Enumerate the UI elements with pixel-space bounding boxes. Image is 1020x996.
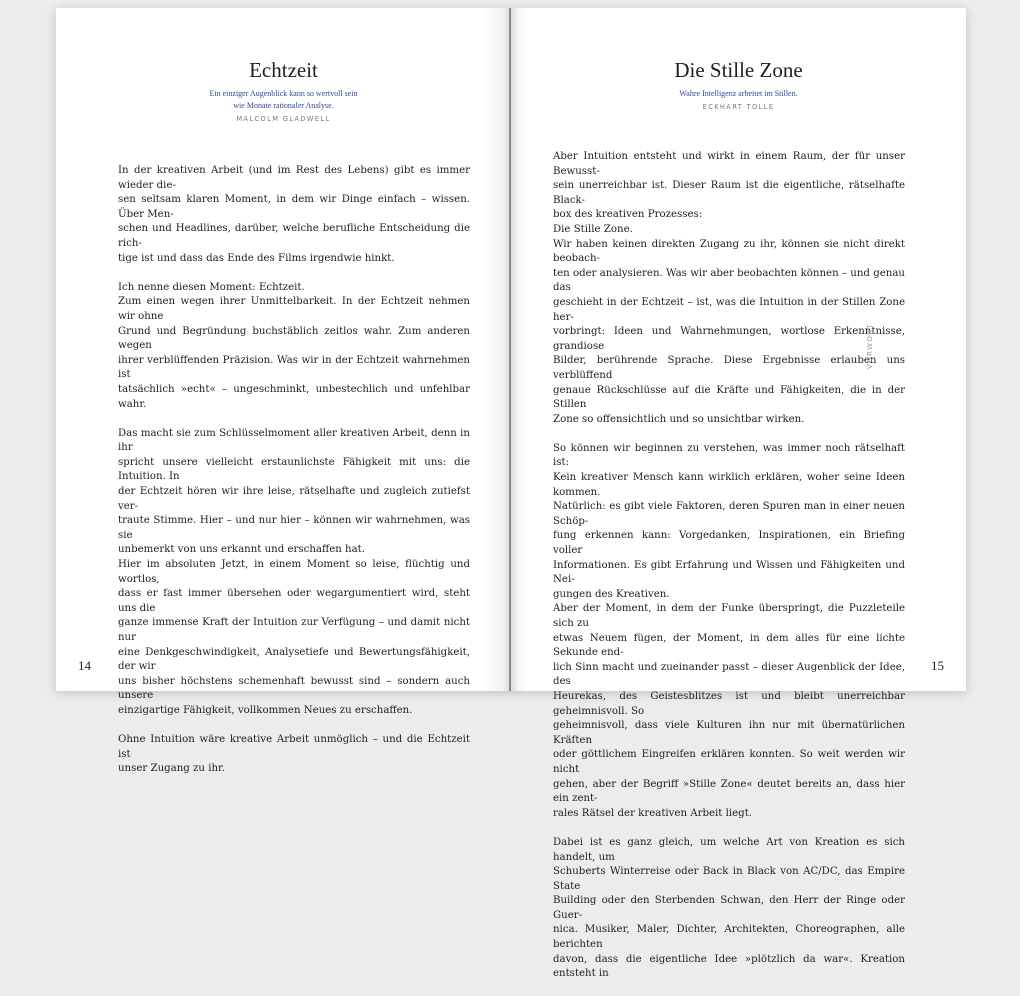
spine-fold [509, 8, 511, 691]
text-line: unser Zugang zu ihr. [118, 763, 226, 775]
text-line: Wir haben keinen direkten Zugang zu ihr, können sie nicht direkt beobach- [553, 238, 905, 265]
text-line: tige ist und dass das Ende des Films irgendwie hinkt. [118, 252, 395, 264]
section-label-vertical: VORWORT [866, 323, 874, 369]
epigraph-quote [56, 88, 511, 112]
paragraph [553, 836, 905, 982]
text-line: vorbringt: Ideen und Wahrnehmungen, wortlose Erkenntnisse, grandiose [553, 326, 905, 352]
text-line: tatsächlich »echt« – ungeschminkt, unbestechlich und unfehlbar wahr. [118, 383, 470, 410]
text-line: genaue Rückschlüsse auf die Kräfte und Fähigkeiten, die in der Stillen [553, 384, 905, 411]
text-line: Zum einen wegen ihrer Unmittelbarkeit. In der Echtzeit nehmen wir ohne [118, 296, 470, 322]
paragraph [118, 164, 470, 266]
text-line: Dabei ist es ganz gleich, um welche Art von Kreation es sich handelt, um [553, 836, 905, 863]
text-line: sein unerreichbar ist. Dieser Raum ist die eigentliche, rätselhafte Black- [553, 180, 905, 206]
text-line: Schuberts Winterreise oder Back in Black von AC/DC, das Empire State [553, 866, 905, 892]
text-line: sen seltsam klaren Moment, in dem wir Dinge einfach – wissen. Über Men- [118, 194, 470, 220]
body-text [553, 150, 905, 996]
text-line: dass er fast immer übersehen oder wegargumentiert wird, steht uns die [118, 588, 470, 614]
text-line: lich Sinn macht und zueinander passt – dieser Augenblick der Idee, des [553, 661, 905, 688]
text-line: schen und Headlines, darüber, welche berufliche Entscheidung die rich- [118, 223, 470, 249]
page-number: 15 [931, 658, 944, 673]
left-page [56, 8, 511, 775]
text-line: etwas Neuem fügen, der Moment, in dem alles für eine lichte Sekunde end- [553, 632, 905, 659]
text-line: traute Stimme. Hier – und nur hier – können wir wahrnehmen, was sie [118, 515, 470, 541]
text-line: Ohne Intuition wäre kreative Arbeit unmöglich – und die Echtzeit ist [118, 734, 470, 760]
text-line: Kein kreativer Mensch kann wirklich erklären, woher seine Ideen kommen. [553, 472, 905, 498]
epigraph-quote [511, 88, 966, 100]
text-line: geschieht in der Echtzeit – ist, was die Intuition in der Stillen Zone her- [553, 296, 905, 323]
text-line: So können wir beginnen zu verstehen, was immer noch rätselhaft ist: [553, 442, 905, 469]
text-line: Die Stille Zone. [553, 223, 633, 235]
paragraph [118, 281, 470, 412]
book-spread [56, 8, 966, 980]
text-line: ten oder analysieren. Was wir aber beobachten können – und genau das [553, 267, 905, 294]
epigraph-line: Ein einziger Augenblick kann so wertvoll sein [209, 89, 358, 98]
text-line: davon, dass die eigentliche Idee »plötzlich da war«. Kreation entsteht in [553, 953, 905, 980]
text-line: nica. Musiker, Maler, Dichter, Architekten, Choreographen, alle berichten [553, 924, 905, 951]
chapter-title: Echtzeit [249, 58, 318, 82]
paragraph [553, 442, 905, 821]
epigraph-line: Wahre Intelligenz arbeitet im Stillen. [679, 89, 798, 98]
text-line: eine Denkgeschwindigkeit, Analysetiefe und Bewertungsfähigkeit, der wir [118, 646, 470, 673]
text-line: unbemerkt von uns erkannt und erschaffen hat. [118, 544, 365, 556]
text-line: Ich nenne diesen Moment: Echtzeit. [118, 281, 305, 293]
text-line: uns bisher höchstens schemenhaft bewusst sind – sondern auch unsere [118, 675, 470, 702]
epigraph-attribution: ECKHART TOLLE [702, 103, 775, 111]
text-line: einzigartige Fähigkeit, vollkommen Neues zu erschaffen. [118, 704, 413, 716]
text-line: Aber Intuition entsteht und wirkt in einem Raum, der für unser Bewusst- [553, 151, 905, 177]
text-line: rales Rätsel der kreativen Arbeit liegt. [553, 807, 753, 819]
paragraph [118, 427, 470, 719]
text-line: oder göttlichem Eingreifen erklären konnten. So weit werden wir nicht [553, 749, 905, 775]
epigraph-attribution: MALCOLM GLADWELL [236, 115, 331, 123]
text-line: Informationen. Es gibt Erfahrung und Wissen und Fähigkeiten und Nei- [553, 559, 905, 586]
text-line: gehen, aber der Begriff »Stille Zone« deutet bereits an, dass hier ein zent- [553, 778, 905, 805]
text-line: der Echtzeit hören wir ihre leise, rätselhafte und zugleich zutiefst ver- [118, 486, 470, 512]
text-line: Bilder, berührende Sprache. Diese Ergebnisse erlauben uns verblüffend [553, 355, 905, 381]
text-line: spricht unsere vielleicht erstaunlichste Fähigkeit mit uns: die Intuition. In [118, 456, 470, 483]
text-line: In der kreativen Arbeit (und im Rest des Lebens) gibt es immer wieder die- [118, 165, 470, 191]
text-line: Building oder den Sterbenden Schwan, den Herr der Ringe oder Guer- [553, 895, 905, 921]
epigraph-line: wie Monate rationaler Analyse. [233, 101, 334, 110]
text-line: ihrer verblüffenden Präzision. Was wir in der Echtzeit wahrnehmen ist [118, 354, 470, 381]
text-line: gungen des Kreativen. [553, 588, 670, 600]
paragraph [118, 733, 470, 777]
text-line: Aber der Moment, in dem der Funke überspringt, die Puzzleteile sich zu [553, 603, 905, 629]
text-line: Das macht sie zum Schlüsselmoment aller kreativen Arbeit, denn in ihr [118, 427, 470, 454]
text-line: ganze immense Kraft der Intuition zur Verfügung – und damit nicht nur [118, 617, 470, 643]
text-line: Hier im absoluten Jetzt, in einem Moment so leise, flüchtig und wortlos, [118, 559, 470, 585]
text-line: Heurekas, des Geistesblitzes ist und bleibt unerreichbar geheimnisvoll. So [553, 690, 905, 717]
text-line: geheimnisvoll, dass viele Kulturen ihn nur mit übernatürlichen Kräften [553, 720, 905, 746]
text-line: box des kreativen Prozesses: [553, 209, 703, 221]
page-number: 14 [78, 658, 91, 673]
body-text [118, 164, 470, 792]
text-line: Natürlich: es gibt viele Faktoren, deren Spuren man in einer neuen Schöp- [553, 501, 905, 527]
chapter-title: Die Stille Zone [674, 58, 803, 82]
right-page [511, 8, 966, 980]
paragraph [553, 150, 905, 427]
text-line: Grund und Begründung buchstäblich zeitlos wahr. Zum anderen wegen [118, 325, 470, 352]
text-line: fung erkennen kann: Vorgedanken, Inspirationen, ein Briefing voller [553, 530, 905, 557]
text-line: Zone so offensichtlich und so unsichtbar wirken. [553, 413, 805, 425]
